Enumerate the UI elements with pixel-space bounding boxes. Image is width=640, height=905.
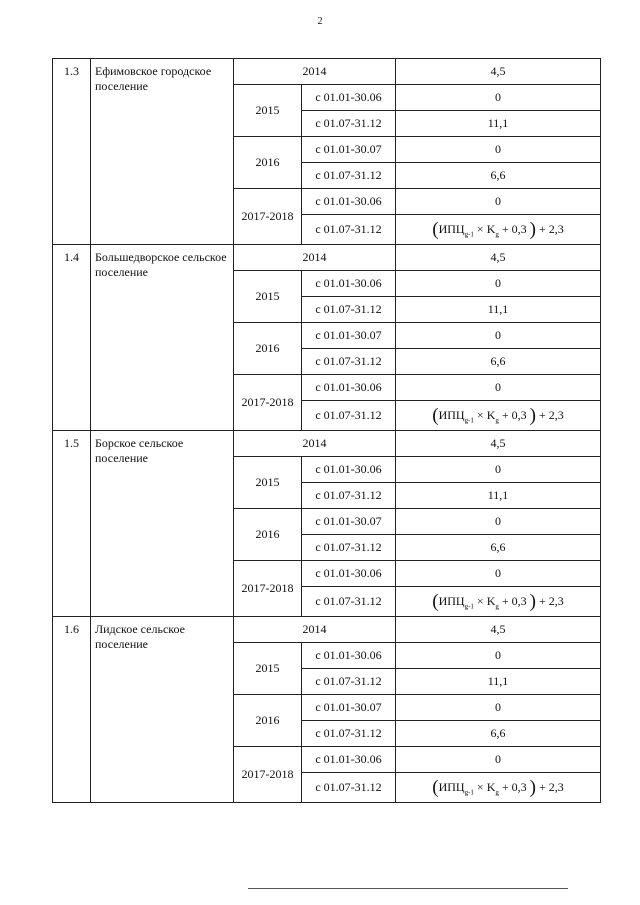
- formula-plus-outer: + 2,3: [538, 779, 564, 794]
- formula-base-sub: g-1: [464, 601, 474, 610]
- formula-plus-inner: + 0,3: [501, 593, 527, 608]
- year-label: 2017-2018: [234, 375, 302, 431]
- formula-times: ×: [476, 407, 484, 422]
- year-2014: 2014: [234, 59, 396, 85]
- rate-value: 11,1: [396, 483, 601, 509]
- year-label: 2016: [234, 695, 302, 747]
- formula-plus-outer: + 2,3: [538, 593, 564, 608]
- tariff-table: [52, 58, 601, 803]
- period-label: с 01.01-30.07: [302, 137, 396, 163]
- year-label: 2016: [234, 137, 302, 189]
- open-paren: (: [432, 218, 439, 240]
- period-label: с 01.01-30.06: [302, 375, 396, 401]
- rate-value: 11,1: [396, 297, 601, 323]
- section-number: 1.3: [53, 59, 91, 245]
- rate-value: 0: [396, 695, 601, 721]
- rate-value: 0: [396, 457, 601, 483]
- formula-cell: [396, 401, 601, 431]
- formula-times: ×: [476, 593, 484, 608]
- period-label: с 01.07-31.12: [302, 535, 396, 561]
- formula-base: ИПЦ: [438, 407, 465, 422]
- rate-value: 6,6: [396, 349, 601, 375]
- period-label: с 01.07-31.12: [302, 111, 396, 137]
- close-paren: ): [529, 404, 536, 426]
- settlement-name: Ефимовское городское поселение: [91, 59, 234, 245]
- formula-base-sub: g-1: [464, 787, 474, 796]
- value-2014: 4,5: [396, 617, 601, 643]
- formula-cell: [396, 773, 601, 803]
- formula-plus-inner: + 0,3: [501, 407, 527, 422]
- formula-k-sub: g: [495, 229, 499, 238]
- year-label: 2015: [234, 85, 302, 137]
- period-label: с 01.07-31.12: [302, 587, 396, 617]
- rate-value: 11,1: [396, 111, 601, 137]
- rate-value: 0: [396, 271, 601, 297]
- close-paren: ): [529, 218, 536, 240]
- formula-base: ИПЦ: [438, 221, 465, 236]
- formula-k: K: [486, 407, 496, 422]
- period-label: с 01.07-31.12: [302, 721, 396, 747]
- tariff-formula: [432, 590, 564, 612]
- value-2014: 4,5: [396, 59, 601, 85]
- year-label: 2017-2018: [234, 561, 302, 617]
- section-number: 1.4: [53, 245, 91, 431]
- formula-k: K: [486, 779, 496, 794]
- period-label: с 01.01-30.07: [302, 323, 396, 349]
- rate-value: 0: [396, 85, 601, 111]
- open-paren: (: [432, 590, 439, 612]
- period-label: с 01.07-31.12: [302, 483, 396, 509]
- period-label: с 01.01-30.06: [302, 457, 396, 483]
- open-paren: (: [432, 404, 439, 426]
- settlement-name: Большедворское сельское поселение: [91, 245, 234, 431]
- period-label: с 01.01-30.06: [302, 85, 396, 111]
- rate-value: 0: [396, 747, 601, 773]
- year-label: 2016: [234, 323, 302, 375]
- period-label: с 01.01-30.06: [302, 189, 396, 215]
- rate-value: 0: [396, 189, 601, 215]
- formula-k-sub: g: [495, 415, 499, 424]
- tariff-formula: [432, 218, 564, 240]
- year-label: 2015: [234, 643, 302, 695]
- formula-k: K: [486, 221, 496, 236]
- value-2014: 4,5: [396, 245, 601, 271]
- rate-value: 0: [396, 375, 601, 401]
- period-label: с 01.07-31.12: [302, 215, 396, 245]
- period-label: с 01.01-30.06: [302, 271, 396, 297]
- close-paren: ): [529, 776, 536, 798]
- rate-value: 0: [396, 643, 601, 669]
- rate-value: 0: [396, 509, 601, 535]
- value-2014: 4,5: [396, 431, 601, 457]
- period-label: с 01.01-30.06: [302, 561, 396, 587]
- formula-base: ИПЦ: [438, 779, 465, 794]
- formula-cell: [396, 587, 601, 617]
- period-label: с 01.01-30.07: [302, 695, 396, 721]
- table-row: [53, 431, 601, 457]
- rate-value: 6,6: [396, 163, 601, 189]
- formula-k: K: [486, 593, 496, 608]
- year-2014: 2014: [234, 245, 396, 271]
- year-label: 2017-2018: [234, 747, 302, 803]
- period-label: с 01.07-31.12: [302, 773, 396, 803]
- formula-times: ×: [476, 779, 484, 794]
- period-label: с 01.07-31.12: [302, 163, 396, 189]
- rate-value: 6,6: [396, 535, 601, 561]
- formula-plus-inner: + 0,3: [501, 221, 527, 236]
- rate-value: 0: [396, 561, 601, 587]
- year-label: 2015: [234, 271, 302, 323]
- scan-line: [248, 888, 568, 889]
- year-label: 2016: [234, 509, 302, 561]
- formula-base-sub: g-1: [464, 229, 474, 238]
- formula-base: ИПЦ: [438, 593, 465, 608]
- period-label: с 01.07-31.12: [302, 669, 396, 695]
- formula-plus-inner: + 0,3: [501, 779, 527, 794]
- year-label: 2015: [234, 457, 302, 509]
- settlement-name: Лидское сельское поселение: [91, 617, 234, 803]
- formula-plus-outer: + 2,3: [538, 407, 564, 422]
- section-number: 1.5: [53, 431, 91, 617]
- year-label: 2017-2018: [234, 189, 302, 245]
- rate-value: 0: [396, 323, 601, 349]
- open-paren: (: [432, 776, 439, 798]
- settlement-name: Борское сельское поселение: [91, 431, 234, 617]
- section-number: 1.6: [53, 617, 91, 803]
- period-label: с 01.07-31.12: [302, 349, 396, 375]
- page-number: 2: [317, 16, 323, 27]
- period-label: с 01.01-30.06: [302, 643, 396, 669]
- formula-k-sub: g: [495, 601, 499, 610]
- table-row: [53, 245, 601, 271]
- formula-times: ×: [476, 221, 484, 236]
- formula-plus-outer: + 2,3: [538, 221, 564, 236]
- rate-value: 0: [396, 137, 601, 163]
- formula-k-sub: g: [495, 787, 499, 796]
- period-label: с 01.01-30.07: [302, 509, 396, 535]
- period-label: с 01.07-31.12: [302, 401, 396, 431]
- table-row: [53, 59, 601, 85]
- year-2014: 2014: [234, 431, 396, 457]
- period-label: с 01.07-31.12: [302, 297, 396, 323]
- rate-value: 11,1: [396, 669, 601, 695]
- tariff-formula: [432, 776, 564, 798]
- rate-value: 6,6: [396, 721, 601, 747]
- close-paren: ): [529, 590, 536, 612]
- period-label: с 01.01-30.06: [302, 747, 396, 773]
- formula-cell: [396, 215, 601, 245]
- year-2014: 2014: [234, 617, 396, 643]
- tariff-formula: [432, 404, 564, 426]
- table-row: [53, 617, 601, 643]
- formula-base-sub: g-1: [464, 415, 474, 424]
